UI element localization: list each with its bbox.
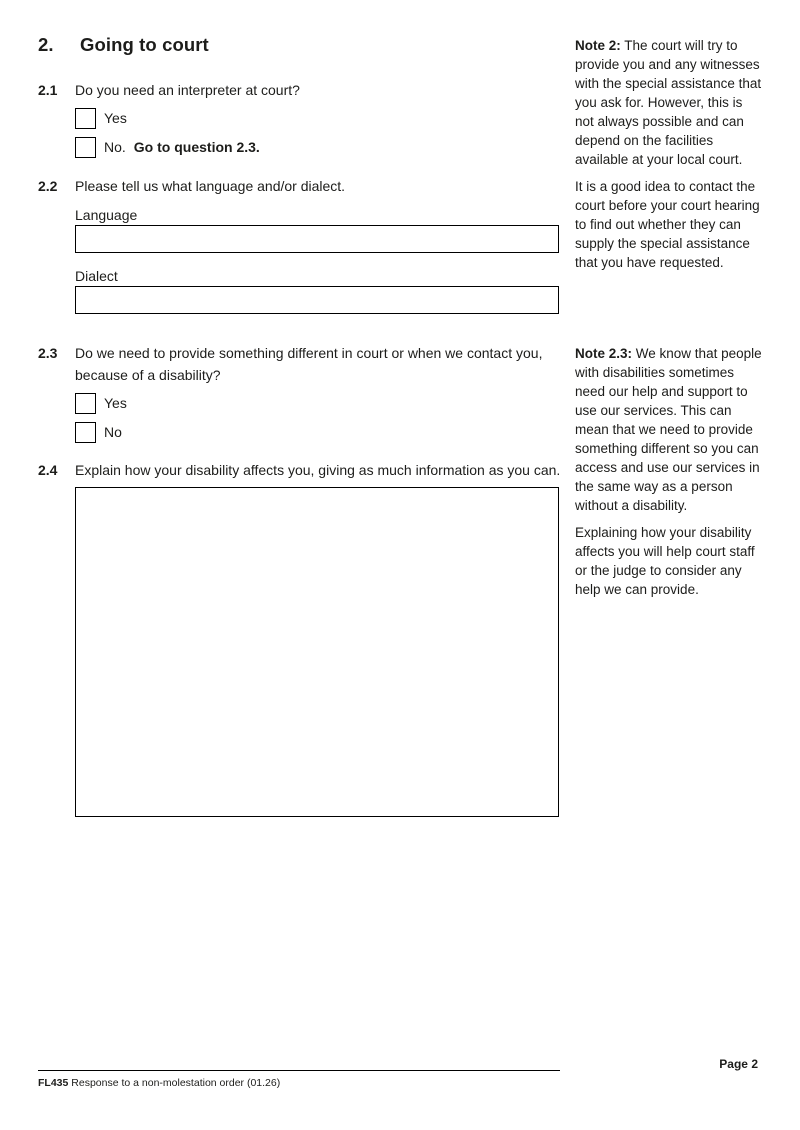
q21-no-label: No.	[104, 139, 126, 155]
section-number: 2.	[38, 34, 54, 55]
note-2-body: The court will try to provide you and any witnesses with the special assistance that you ask for. However, this is not always possible and can depend on the facilities available at your local court.	[575, 38, 762, 167]
note-2-block	[575, 36, 762, 272]
q21-no-row	[75, 133, 568, 161]
question-2-4	[38, 459, 568, 817]
note-2-paragraph-2: It is a good idea to contact the court before your court hearing to find out whether they can supply the special assistance that you have requested.	[575, 179, 760, 270]
question-2-2-text: Please tell us what language and/or dialect.	[75, 178, 346, 194]
question-2-1-text: Do you need an interpreter at court?	[75, 82, 300, 98]
question-2-3-text: Do we need to provide something different in court or when we contact you, because of a disability?	[75, 345, 543, 383]
dialect-label: Dialect	[75, 268, 118, 284]
form-title: Response to a non-molestation order (01.26)	[71, 1077, 281, 1089]
q23-yes-label: Yes	[104, 395, 127, 411]
note-2-3-paragraph-1	[575, 344, 762, 515]
language-input[interactable]	[75, 225, 559, 253]
page-number: Page 2	[719, 1057, 758, 1071]
question-2-3-number: 2.3	[38, 345, 58, 361]
question-2-1-number: 2.1	[38, 82, 58, 98]
q23-no-row	[75, 418, 568, 446]
q23-no-checkbox[interactable]	[75, 422, 96, 443]
question-2-3	[38, 342, 568, 446]
q21-yes-row	[75, 104, 568, 132]
disability-details-input[interactable]	[75, 487, 559, 817]
question-2-4-number: 2.4	[38, 462, 58, 478]
q23-yes-checkbox[interactable]	[75, 393, 96, 414]
question-2-4-text: Explain how your disability affects you, giving as much information as you can.	[75, 462, 561, 478]
question-2-1	[38, 79, 568, 161]
form-code: FL435	[38, 1077, 69, 1089]
q23-no-label: No	[104, 424, 122, 440]
dialect-input[interactable]	[75, 286, 559, 314]
note-2-3-block	[575, 344, 762, 599]
q23-yes-row	[75, 389, 568, 417]
section-heading	[38, 34, 209, 56]
language-label: Language	[75, 207, 138, 223]
question-2-2	[38, 175, 568, 314]
section-title: Going to court	[80, 34, 209, 55]
q21-no-instruction: Go to question 2.3.	[133, 139, 260, 155]
question-2-2-number: 2.2	[38, 178, 58, 194]
q21-yes-label: Yes	[104, 110, 127, 126]
q21-yes-checkbox[interactable]	[75, 108, 96, 129]
note-2-paragraph-1	[575, 36, 762, 169]
footer-text	[38, 1076, 280, 1090]
note-2-3-label: Note 2.3:	[575, 346, 633, 361]
footer-divider	[38, 1070, 560, 1071]
note-2-3-paragraph-2: Explaining how your disability affects you will help court staff or the judge to consider any help we can provide.	[575, 525, 755, 597]
note-2-label: Note 2:	[575, 38, 621, 53]
note-2-3-body: We know that people with disabilities sometimes need our help and support to use our services. This can mean that we need to provide something different so you can access and use our services in the same way as a person without a disability.	[575, 346, 762, 513]
q21-no-checkbox[interactable]	[75, 137, 96, 158]
